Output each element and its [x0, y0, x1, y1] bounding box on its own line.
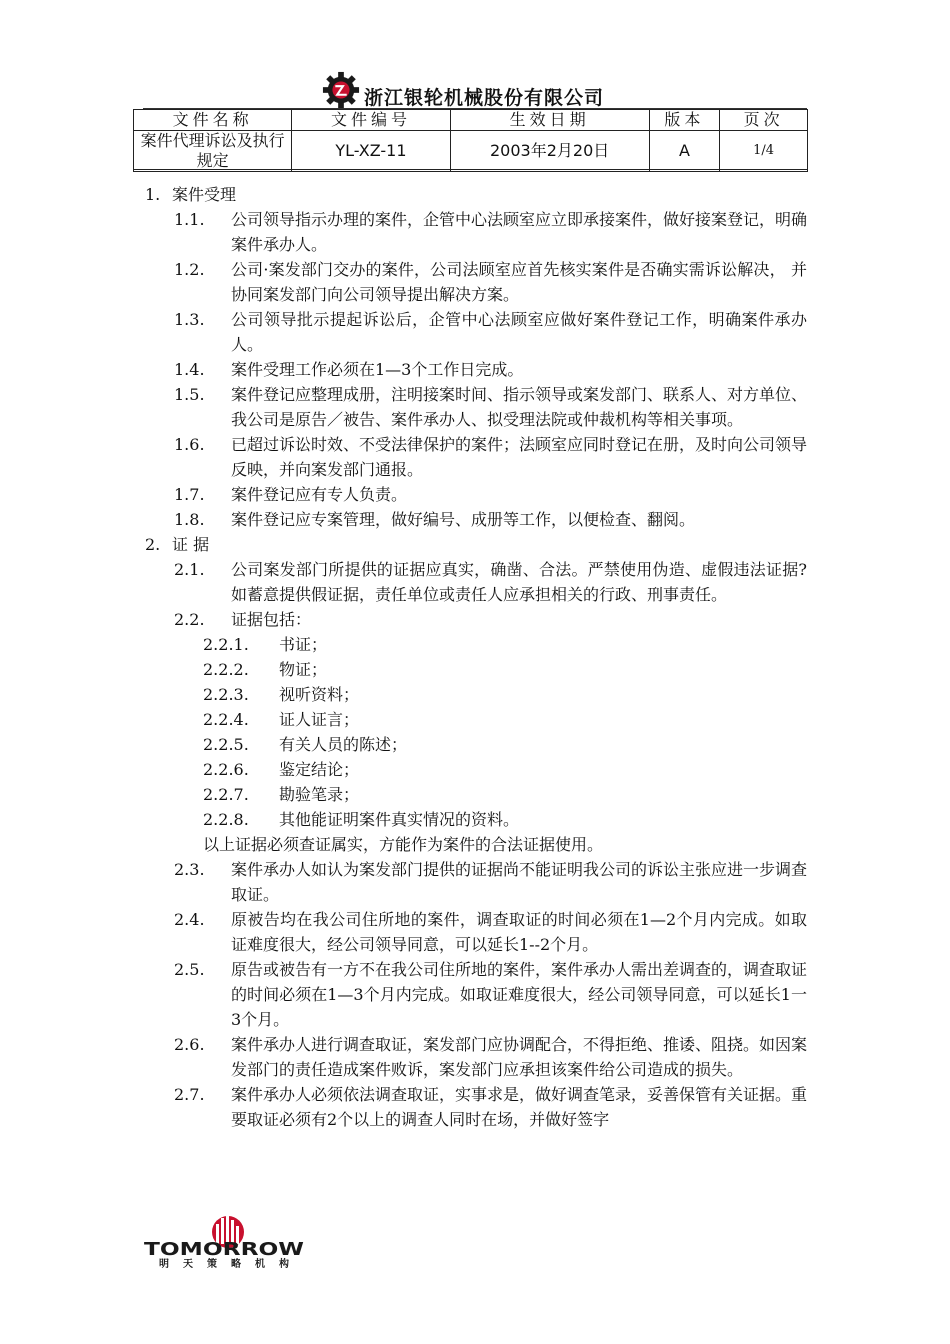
sub-item-text: 有关人员的陈述；	[279, 735, 408, 754]
sub-item-text: 证人证言；	[279, 710, 360, 729]
value-effective-date: 2003年2月20日	[450, 131, 649, 172]
list-item	[0, 957, 950, 1032]
item-text: 公司案发部门所提供的证据应真实，确凿、合法。严禁使用伪造、虚假违法证据?如蓄意提供假证据，责任单位或责任人应承担相关的行政、刑事责任。	[231, 560, 807, 604]
list-item	[0, 382, 950, 432]
col-effective-date: 生效日期	[450, 110, 649, 131]
evidence-note	[0, 832, 950, 857]
sub-item-text: 视听资料；	[279, 685, 360, 704]
item-text: 证据包括：	[231, 610, 312, 629]
list-item	[0, 1082, 950, 1132]
list-item	[0, 557, 950, 607]
item-text: 公司领导指示办理的案件，企管中心法顾室应立即承接案件，做好接案登记，明确案件承办人。	[231, 210, 808, 254]
sub-item-text: 其他能证明案件真实情况的资料。	[279, 810, 520, 829]
header-rule-bottom	[133, 169, 808, 170]
item-text: 原告或被告有一方不在我公司住所地的案件，案件承办人需出差调查的，调查取证的时间必须在1—3个月内完成。如取证难度很大，经公司领导同意，可以延长1一3个月。	[231, 960, 808, 1029]
item-number: 2.6.	[174, 1035, 205, 1054]
item-number: 1.2.	[174, 260, 205, 279]
item-number: 2.7.	[174, 1085, 205, 1104]
item-text: 原被告均在我公司住所地的案件，调查取证的时间必须在1—2个月内完成。如取证难度很大，经公司领导同意，可以延长1--2个月。	[231, 910, 807, 954]
company-banner	[322, 70, 604, 110]
item-text: 案件承办人如认为案发部门提供的证据尚不能证明我公司的诉讼主张应进一步调查取证。	[231, 860, 808, 904]
item-text: 案件登记应专案管理，做好编号、成册等工作，以便检查、翻阅。	[231, 510, 696, 529]
list-item	[0, 857, 950, 907]
list-item	[0, 507, 950, 532]
document-body	[0, 182, 950, 1132]
section-heading	[0, 182, 950, 207]
sub-item-number: 2.2.3.	[203, 685, 249, 704]
col-file-name: 文件名称	[134, 110, 292, 131]
value-file-name: 案件代理诉讼及执行规定	[134, 131, 292, 172]
item-text: 案件登记应有专人负责。	[231, 485, 408, 504]
section-heading	[0, 532, 950, 557]
item-number: 1.5.	[174, 385, 205, 404]
sub-list-item	[0, 707, 950, 732]
sub-list-item	[0, 632, 950, 657]
item-number: 2.1.	[174, 560, 205, 579]
sub-item-text: 鉴定结论；	[279, 760, 360, 779]
list-item	[0, 257, 950, 307]
item-number: 1.4.	[174, 360, 205, 379]
logo-subtitle: 明天策略机构	[159, 1259, 289, 1268]
sub-item-number: 2.2.7.	[203, 785, 249, 804]
item-text: 公司·案发部门交办的案件，公司法顾室应首先核实案件是否确实需诉讼解决， 并协同案发部门向公司领导提出解决方案。	[231, 260, 807, 304]
value-page: 1/4	[720, 131, 808, 172]
sub-item-number: 2.2.1.	[203, 635, 249, 654]
sub-item-number: 2.2.5.	[203, 735, 249, 754]
list-item	[0, 1032, 950, 1082]
item-number: 1.6.	[174, 435, 205, 454]
section-title: 证 据	[172, 535, 210, 554]
sub-item-text: 物证；	[279, 660, 328, 679]
item-number: 1.7.	[174, 485, 205, 504]
col-page: 页次	[720, 110, 808, 131]
sub-list-item	[0, 757, 950, 782]
tomorrow-logo	[140, 1214, 308, 1268]
list-item	[0, 357, 950, 382]
sub-list-item	[0, 657, 950, 682]
list-item	[0, 432, 950, 482]
item-number: 2.5.	[174, 960, 205, 979]
company-name: 浙江银轮机械股份有限公司	[364, 86, 605, 109]
logo-wordmark: TOMORROW	[144, 1239, 305, 1260]
list-item	[0, 482, 950, 507]
list-item	[0, 607, 950, 632]
value-version: A	[649, 131, 719, 172]
sub-list-item	[0, 732, 950, 757]
sub-item-number: 2.2.6.	[203, 760, 249, 779]
list-item	[0, 907, 950, 957]
sub-item-number: 2.2.4.	[203, 710, 249, 729]
sub-list-item	[0, 807, 950, 832]
value-file-number: YL-XZ-11	[292, 131, 450, 172]
evidence-note-text: 以上证据必须查证属实，方能作为案件的合法证据使用。	[203, 835, 604, 854]
item-text: 案件登记应整理成册，注明接案时间、指示领导或案发部门、联系人、对方单位、我公司是原告／被告、案件承办人、拟受理法院或仲裁机构等相关事项。	[231, 385, 808, 429]
sub-item-number: 2.2.8.	[203, 810, 249, 829]
item-number: 1.8.	[174, 510, 205, 529]
item-text: 公司领导批示提起诉讼后，企管中心法顾室应做好案件登记工作，明确案件承办人。	[231, 310, 807, 354]
document-info-table	[133, 109, 808, 172]
list-item	[0, 307, 950, 357]
col-file-number: 文件编号	[292, 110, 450, 131]
sub-item-text: 书证；	[279, 635, 328, 654]
sub-list-item	[0, 682, 950, 707]
company-gear-logo-icon	[322, 71, 360, 109]
item-number: 2.4.	[174, 910, 205, 929]
item-number: 1.3.	[174, 310, 205, 329]
item-text: 已超过诉讼时效、不受法律保护的案件；法顾室应同时登记在册，及时向公司领导反映，并向案发部门通报。	[231, 435, 808, 479]
col-version: 版本	[649, 110, 719, 131]
item-text: 案件承办人进行调查取证，案发部门应协调配合，不得拒绝、推诿、阻挠。如因案发部门的责任造成案件败诉，案发部门应承担该案件给公司造成的损失。	[231, 1035, 808, 1079]
section-number: 2.	[145, 535, 161, 554]
section-number: 1.	[145, 185, 161, 204]
section-title: 案件受理	[172, 185, 237, 204]
item-number: 1.1.	[174, 210, 205, 229]
item-number: 2.2.	[174, 610, 205, 629]
item-text: 案件受理工作必须在1—3个工作日完成。	[231, 360, 524, 379]
sub-item-text: 勘验笔录；	[279, 785, 360, 804]
item-number: 2.3.	[174, 860, 205, 879]
sub-item-number: 2.2.2.	[203, 660, 249, 679]
item-text: 案件承办人必须依法调查取证，实事求是，做好调查笔录，妥善保管有关证据。重要取证必须有2个以上的调查人同时在场，并做好签字	[231, 1085, 808, 1129]
sub-list-item	[0, 782, 950, 807]
list-item	[0, 207, 950, 257]
